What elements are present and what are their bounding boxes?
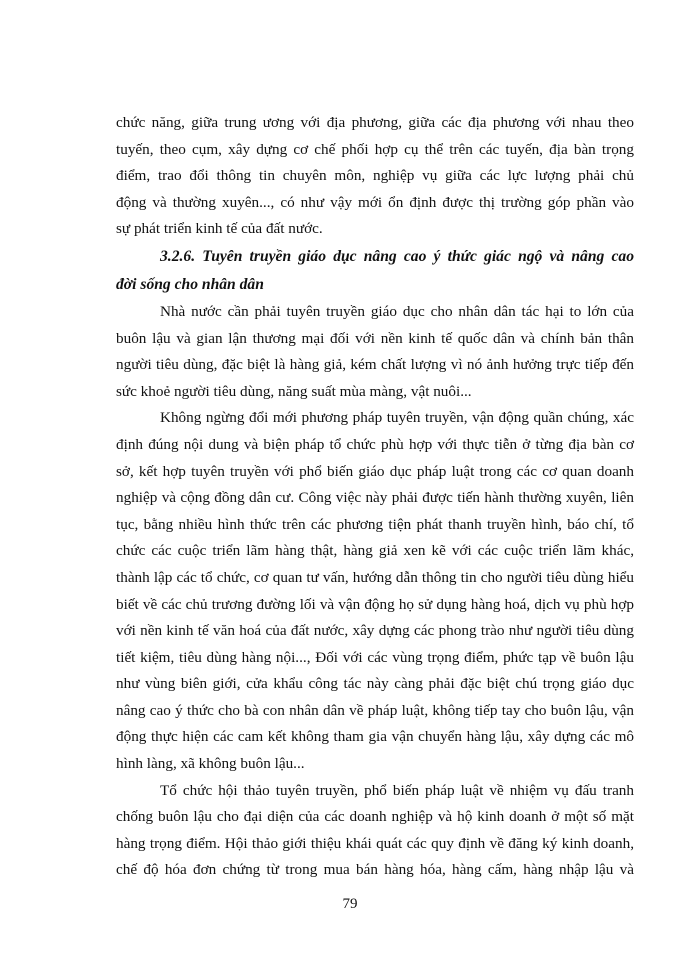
text-line: động thực hiện các cam kết không tham gia vận chuyển hàng lậu, xây dựng các mô — [116, 728, 634, 746]
paragraph-workshops — [116, 778, 634, 884]
text-line: động và thường xuyên..., có như vậy mới ổn định được thị trường góp phần vào — [116, 193, 634, 211]
text-line: sức khoẻ người tiêu dùng, năng suất mùa màng, vật nuôi... — [116, 382, 472, 400]
text-line: chức năng, giữa trung ương với địa phương, giữa các địa phương với nhau theo — [116, 114, 634, 131]
text-line: định đúng nội dung và biện pháp tổ chức phù hợp với thực tiễn ở từng địa bàn cơ — [116, 435, 634, 453]
text-line: người tiêu dùng, đặc biệt là hàng giả, kém chất lượng vì nó ảnh hưởng trực tiếp đến — [116, 356, 634, 374]
heading-line: đời sống cho nhân dân — [116, 275, 264, 293]
text-line: sở, kết hợp tuyên truyền với phổ biến giáo dục pháp luật trong các cơ quan doanh — [116, 462, 634, 480]
text-line: chống buôn lậu cho đại diện của các doanh nghiệp và hộ kinh doanh ở một số mặt — [116, 808, 634, 826]
page-number: 79 — [342, 896, 358, 912]
text-line: hình làng, xã không buôn lậu... — [116, 755, 305, 773]
text-line: buôn lậu và gian lận thương mại đối với nền kinh tế quốc dân và chính bản thân — [116, 329, 634, 347]
text-line: Nhà nước cần phải tuyên truyền giáo dục cho nhân dân tác hại to lớn của — [160, 302, 634, 320]
text-line: chức các cuộc triển lãm hàng thật, hàng giả xen kẽ với các cuộc triển lãm khác, — [116, 542, 634, 560]
paragraph-propaganda-education — [116, 299, 634, 405]
paragraph-continued — [116, 110, 634, 243]
text-line: Không ngừng đổi mới phương pháp tuyên truyền, vận động quần chúng, xác — [160, 409, 634, 427]
text-line: như vùng biên giới, cửa khẩu công tác này càng phải đặc biệt chú trọng giáo dục — [116, 675, 634, 693]
heading-line: 3.2.6. Tuyên truyền giáo dục nâng cao ý thức giác ngộ và nâng cao — [160, 247, 634, 265]
text-line: chế độ hóa đơn chứng từ trong mua bán hàng hóa, hàng cấm, hàng nhập lậu và — [116, 861, 634, 879]
page-body — [116, 110, 634, 884]
text-line: nghiệp và cộng đồng dân cư. Công việc này phải được tiến hành thường xuyên, liên — [116, 489, 634, 507]
text-line: sự phát triển kinh tế của đất nước. — [116, 220, 323, 238]
text-line: với nền kinh tế văn hoá của đất nước, xây dựng các phong trào như người tiêu dùng — [116, 622, 634, 640]
text-line: Tổ chức hội thảo tuyên truyền, phổ biến pháp luật về nhiệm vụ đấu tranh — [160, 781, 634, 799]
section-heading — [116, 243, 634, 299]
text-line: nâng cao ý thức cho bà con nhân dân về pháp luật, không tiếp tay cho buôn lậu, vận — [116, 701, 634, 719]
text-line: hàng trọng điểm. Hội thảo giới thiệu khái quát các quy định về đăng ký kinh doanh, — [116, 834, 634, 852]
text-line: tuyến, theo cụm, xây dựng cơ chế phối hợp cụ thể trên các tuyến, địa bàn trọng — [116, 140, 634, 158]
text-line: thành lập các tổ chức, cơ quan tư vấn, hướng dẫn thông tin cho người tiêu dùng hiểu — [116, 568, 634, 586]
text-line: tiết kiệm, tiêu dùng hàng nội..., Đối với các vùng trọng điểm, phức tạp về buôn lậu — [116, 648, 634, 666]
paragraph-innovate-methods — [116, 405, 634, 777]
text-line: biết về các chủ trương đường lối và vận động họ sử dụng hàng hoá, dịch vụ phù hợp — [116, 595, 634, 613]
text-line: tục, bằng nhiều hình thức trên các phương tiện phát thanh truyền hình, báo chí, tổ — [116, 515, 634, 533]
text-line: điểm, trao đổi thông tin chuyên môn, nghiệp vụ giữa các lực lượng phải chủ — [116, 167, 634, 185]
